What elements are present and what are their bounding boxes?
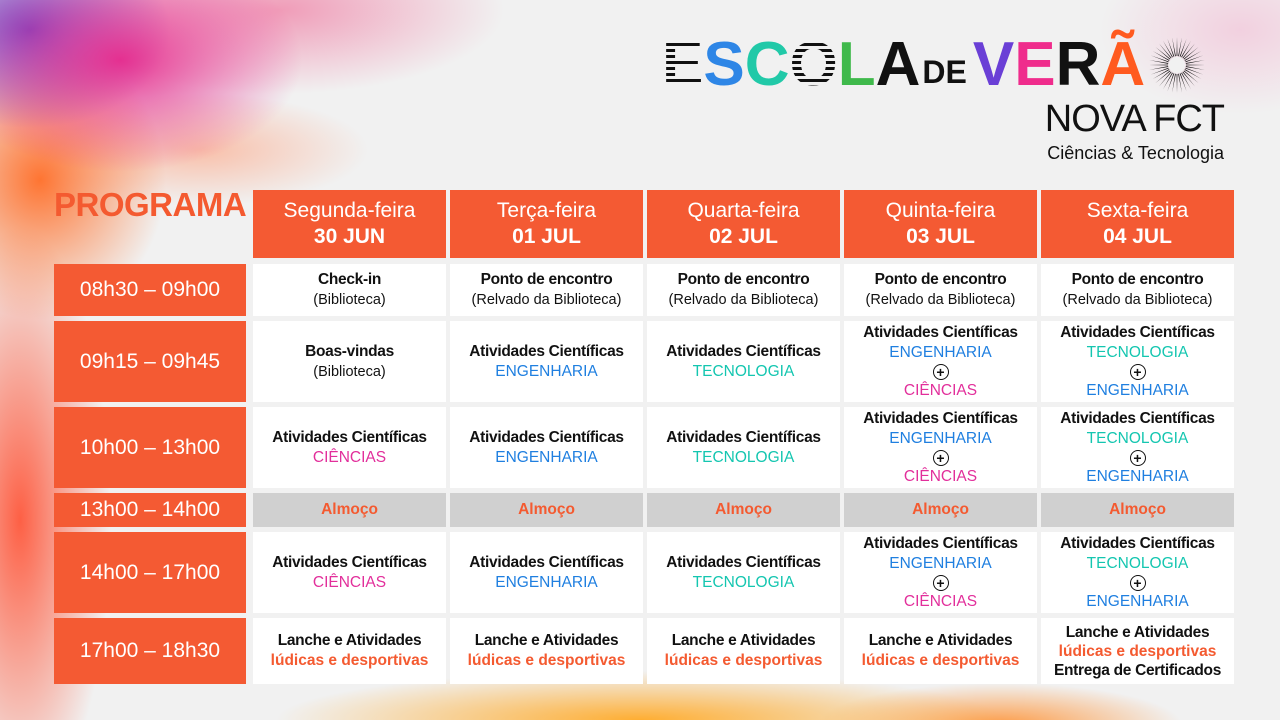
activity-title: Atividades Científicas <box>666 428 821 446</box>
activity-title: Atividades Científicas <box>469 428 624 446</box>
area-engenharia: ENGENHARIA <box>889 554 992 572</box>
logo-letter: O <box>789 30 836 99</box>
logo-letter: V <box>972 30 1013 99</box>
day-date: 01 JUL <box>512 225 581 248</box>
time-slot: 13h00 – 14h00 <box>54 493 246 527</box>
area-engenharia: ENGENHARIA <box>495 448 598 466</box>
schedule-cell <box>647 264 840 316</box>
sunburst-ray <box>1184 70 1199 83</box>
certificates-label: Entrega de Certificados <box>1053 661 1222 679</box>
activity-subtitle: lúdicas e desportivas <box>664 652 823 669</box>
schedule-cell <box>844 618 1037 684</box>
activity-title: Lanche e Atividades <box>1065 623 1210 641</box>
logo-letter: E <box>662 30 702 99</box>
activity-title: Lanche e Atividades <box>671 632 816 649</box>
sunburst-icon <box>1147 35 1207 95</box>
activity-location: (Relvado da Biblioteca) <box>1062 292 1213 308</box>
logo-letter: Ã <box>1100 30 1144 99</box>
day-name: Sexta-feira <box>1086 199 1189 222</box>
activity-subtitle: lúdicas e desportivas <box>270 652 429 669</box>
schedule-cell <box>647 618 840 684</box>
activity-location: (Relvado da Biblioteca) <box>471 292 622 308</box>
area-tecnologia: TECNOLOGIA <box>692 448 795 466</box>
area-ciencias: CIÊNCIAS <box>312 448 387 466</box>
schedule-cell <box>450 321 643 402</box>
sunburst-ray <box>1156 70 1171 83</box>
lunch-cell <box>450 493 643 527</box>
sunburst-ray <box>1159 72 1172 87</box>
day-name: Terça-feira <box>496 199 597 222</box>
sunburst-ray <box>1186 65 1205 66</box>
day-header <box>844 190 1037 258</box>
area-engenharia: ENGENHARIA <box>889 429 992 447</box>
activity-title: Check-in <box>317 271 382 288</box>
plus-circle-icon: + <box>1130 450 1146 466</box>
sunburst-ray <box>1184 47 1199 60</box>
area-engenharia: ENGENHARIA <box>495 362 598 380</box>
area-tecnologia: TECNOLOGIA <box>1086 554 1189 572</box>
schedule-cell <box>647 532 840 613</box>
activity-title: Atividades Científicas <box>666 342 821 360</box>
schedule-cell <box>844 264 1037 316</box>
activity-title: Atividades Científicas <box>272 428 427 446</box>
schedule-cell <box>450 407 643 488</box>
activity-title: Atividades Científicas <box>863 409 1018 427</box>
schedule-cell <box>844 532 1037 613</box>
day-date: 02 JUL <box>709 225 778 248</box>
time-slot: 08h30 – 09h00 <box>54 264 246 316</box>
activity-title: Atividades Científicas <box>666 553 821 571</box>
area-engenharia: ENGENHARIA <box>889 343 992 361</box>
activity-title: Atividades Científicas <box>469 553 624 571</box>
sunburst-ray <box>1183 44 1196 59</box>
activity-title: Lanche e Atividades <box>868 632 1013 649</box>
area-ciencias: CIÊNCIAS <box>312 573 387 591</box>
schedule-cell <box>253 407 446 488</box>
page-title: PROGRAMA <box>54 186 247 223</box>
day-name: Segunda-feira <box>283 199 416 222</box>
lunch-cell <box>1041 493 1234 527</box>
time-slot: 10h00 – 13h00 <box>54 407 246 488</box>
nova-fct-wordmark: NOVA FCT <box>1044 98 1224 140</box>
escola-de-verao-logo <box>662 30 1234 170</box>
schedule-cell <box>1041 407 1234 488</box>
sunburst-ray <box>1177 37 1178 56</box>
lunch-cell <box>647 493 840 527</box>
day-header <box>647 190 840 258</box>
activity-title: Atividades Científicas <box>469 342 624 360</box>
lunch-cell <box>844 493 1037 527</box>
plus-circle-icon: + <box>933 450 949 466</box>
area-ciencias: CIÊNCIAS <box>903 467 978 485</box>
nova-fct-subtitle: Ciências & Tecnologia <box>1047 143 1224 163</box>
day-name: Quarta-feira <box>687 199 800 222</box>
sunburst-ray <box>1156 47 1171 60</box>
day-date: 30 JUN <box>313 225 386 248</box>
schedule-cell <box>450 264 643 316</box>
area-tecnologia: TECNOLOGIA <box>692 573 795 591</box>
area-tecnologia: TECNOLOGIA <box>1086 429 1189 447</box>
day-header <box>1041 190 1234 258</box>
activity-title: Atividades Científicas <box>1060 323 1215 341</box>
area-engenharia: ENGENHARIA <box>1086 381 1189 399</box>
logo-de: DE <box>922 54 967 90</box>
day-name: Quinta-feira <box>885 199 996 222</box>
schedule-cell <box>647 321 840 402</box>
logo-letter: E <box>1014 30 1054 99</box>
logo-letter: C <box>744 30 788 99</box>
plus-circle-icon: + <box>933 364 949 380</box>
time-slot: 14h00 – 17h00 <box>54 532 246 613</box>
schedule-cell <box>450 532 643 613</box>
logo-wordmark <box>662 30 1234 100</box>
sunburst-ray <box>1183 72 1196 87</box>
plus-circle-icon: + <box>1130 575 1146 591</box>
area-ciencias: CIÊNCIAS <box>903 592 978 610</box>
activity-title: Atividades Científicas <box>863 323 1018 341</box>
schedule-cell <box>450 618 643 684</box>
schedule-cell <box>1041 618 1234 684</box>
schedule-cell <box>253 321 446 402</box>
activity-title: Atividades Científicas <box>1060 534 1215 552</box>
logo-letter: R <box>1055 30 1099 99</box>
schedule-cell <box>647 407 840 488</box>
activity-location: (Biblioteca) <box>313 292 386 308</box>
activity-title: Boas-vindas <box>305 342 394 360</box>
logo-letter: A <box>875 30 919 99</box>
activity-title: Lanche e Atividades <box>474 632 619 649</box>
activity-title: Lanche e Atividades <box>277 632 422 649</box>
activity-title: Ponto de encontro <box>874 271 1007 288</box>
time-slot: 09h15 – 09h45 <box>54 321 246 402</box>
lunch-label: Almoço <box>321 501 378 518</box>
activity-title: Ponto de encontro <box>677 271 810 288</box>
plus-circle-icon: + <box>1130 364 1146 380</box>
schedule-cell <box>1041 321 1234 402</box>
area-ciencias: CIÊNCIAS <box>903 381 978 399</box>
activity-title: Ponto de encontro <box>480 271 613 288</box>
lunch-label: Almoço <box>715 501 772 518</box>
schedule-cell <box>844 407 1037 488</box>
schedule-cell <box>253 264 446 316</box>
activity-location: (Relvado da Biblioteca) <box>865 292 1016 308</box>
activity-title: Atividades Científicas <box>1060 409 1215 427</box>
activity-location: (Relvado da Biblioteca) <box>668 292 819 308</box>
area-tecnologia: TECNOLOGIA <box>692 362 795 380</box>
area-engenharia: ENGENHARIA <box>495 573 598 591</box>
day-header <box>450 190 643 258</box>
activity-title: Atividades Científicas <box>272 553 427 571</box>
schedule-cell <box>844 321 1037 402</box>
activity-location: (Biblioteca) <box>313 363 386 380</box>
day-date: 04 JUL <box>1103 225 1172 248</box>
day-header <box>253 190 446 258</box>
sunburst-ray <box>1149 65 1168 66</box>
lunch-cell <box>253 493 446 527</box>
lunch-label: Almoço <box>518 501 575 518</box>
activity-subtitle: lúdicas e desportivas <box>1058 642 1217 660</box>
schedule-cell <box>253 618 446 684</box>
schedule-cell <box>253 532 446 613</box>
activity-subtitle: lúdicas e desportivas <box>861 652 1020 669</box>
sunburst-ray <box>1159 44 1172 59</box>
time-slot: 17h00 – 18h30 <box>54 618 246 684</box>
activity-subtitle: lúdicas e desportivas <box>467 652 626 669</box>
lunch-label: Almoço <box>912 501 969 518</box>
day-date: 03 JUL <box>906 225 975 248</box>
activity-title: Ponto de encontro <box>1071 271 1204 288</box>
schedule-cell <box>1041 264 1234 316</box>
area-engenharia: ENGENHARIA <box>1086 467 1189 485</box>
activity-title: Atividades Científicas <box>863 534 1018 552</box>
sunburst-ray <box>1177 74 1178 93</box>
plus-circle-icon: + <box>933 575 949 591</box>
lunch-label: Almoço <box>1109 501 1166 518</box>
area-tecnologia: TECNOLOGIA <box>1086 343 1189 361</box>
logo-letter: S <box>703 30 743 99</box>
area-engenharia: ENGENHARIA <box>1086 592 1189 610</box>
logo-letter: L <box>837 30 874 99</box>
schedule-cell <box>1041 532 1234 613</box>
